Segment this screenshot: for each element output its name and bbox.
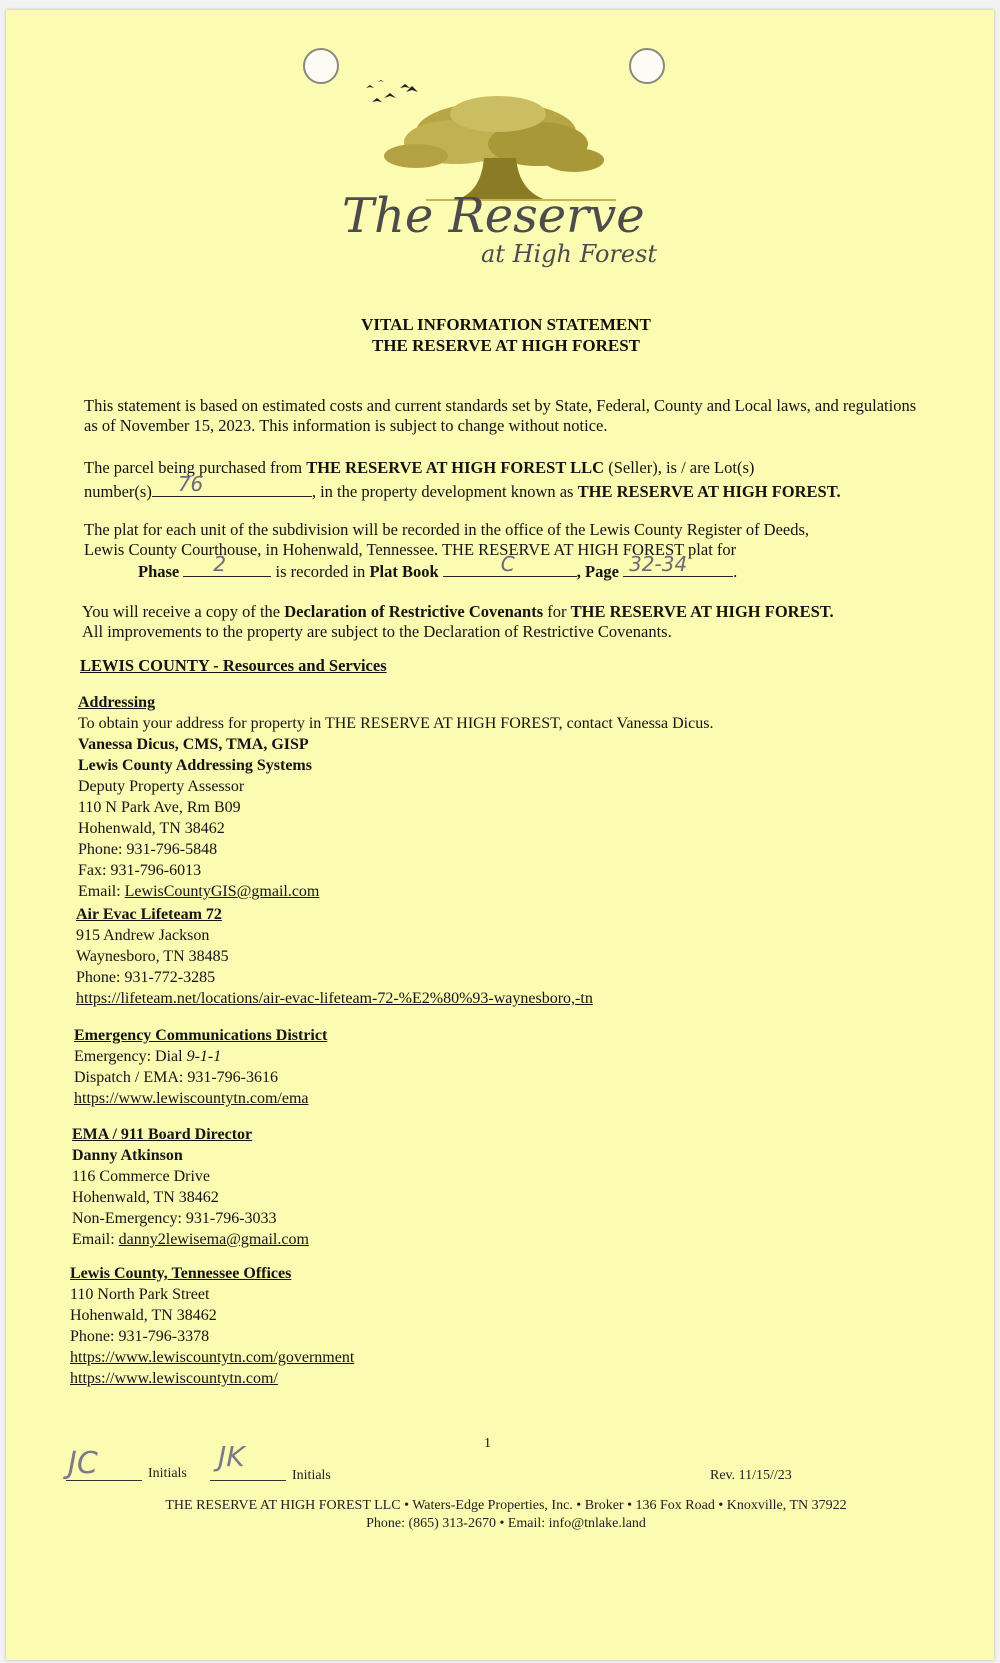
footer-line2: Phone: (865) 313-2670 • Email: info@tnlake.land [366,1516,646,1531]
ema-line: Hohenwald, TN 38462 [72,1189,219,1206]
ecd-heading: Emergency Communications District [74,1027,328,1044]
offices-line: Phone: 931-796-3378 [70,1328,210,1345]
offices-line: 110 North Park Street [70,1286,210,1303]
declaration-name: Declaration of Restrictive Covenants [284,602,544,621]
parcel-text-b: (Seller), is / are Lot(s) [608,458,755,477]
initials-line-1 [66,1480,142,1481]
air-evac-block [76,904,593,1009]
plat-line3 [138,552,738,582]
email-label: Email: [72,1231,115,1248]
offices-heading: Lewis County, Tennessee Offices [70,1265,292,1282]
lot-number-field [152,472,312,497]
air-evac-line: 915 Andrew Jackson [76,927,210,944]
plat-book-handwritten: C [500,552,515,576]
parcel-text-c: number(s) [84,482,152,501]
offices-block [70,1263,354,1389]
plat-end: . [733,562,738,581]
addressing-line: Hohenwald, TN 38462 [78,820,225,837]
addressing-line: Fax: 931-796-6013 [78,862,202,879]
initials-line-2 [210,1480,286,1481]
phase-label: Phase [138,562,180,581]
document-page [6,10,994,1660]
ecd-block [74,1025,327,1109]
doc-title-line1: VITAL INFORMATION STATEMENT [361,315,651,334]
ema-line: Non-Emergency: 931-796-3033 [72,1210,277,1227]
covenants-text-a: You will receive a copy of the [82,602,281,621]
ema-line: 116 Commerce Drive [72,1168,211,1185]
intro-paragraph: This statement is based on estimated costs and current standards set by State, Federal, County and Local laws, and regulations as of November 15, 2023. This information is subject to change without notice. [84,396,917,435]
emergency-label: Emergency: Dial [74,1048,183,1065]
plat-book-label: Plat Book [369,562,439,581]
air-evac-line: Waynesboro, TN 38485 [76,948,229,965]
ema-block [72,1124,309,1250]
addressing-line: Phone: 931-796-5848 [78,841,218,858]
covenants-line2: All improvements to the property are subject to the Declaration of Restrictive Covenants. [82,622,672,641]
ema-heading: EMA / 911 Board Director [72,1126,253,1143]
ema-email-link[interactable]: danny2lewisema@gmail.com [118,1231,309,1248]
air-evac-heading: Air Evac Lifeteam 72 [76,906,222,923]
contact-name: Vanessa Dicus, CMS, TMA, GISP [78,736,309,753]
logo-title: The Reserve [342,188,645,244]
initials-label-2: Initials [292,1468,331,1483]
page-number: 1 [484,1436,491,1451]
offices-home-link[interactable]: https://www.lewiscountytn.com/ [70,1370,278,1387]
initials-signature-1: JC [68,1446,98,1481]
birds-icon [366,80,418,102]
email-label: Email: [78,883,121,900]
doc-title-line2: THE RESERVE AT HIGH FOREST [371,336,640,355]
addressing-email-link[interactable]: LewisCountyGIS@gmail.com [124,883,320,900]
dispatch-line: Dispatch / EMA: 931-796-3616 [74,1069,278,1086]
seller-name: THE RESERVE AT HIGH FOREST LLC [306,458,605,477]
addressing-intro: To obtain your address for property in THE RESERVE AT HIGH FOREST, contact Vanessa Dicus. [78,715,714,732]
logo-subtitle: at High Forest [481,240,658,268]
covenants-line1 [82,602,834,622]
phase-field [183,552,271,577]
page-label: , Page [576,562,619,581]
page-handwritten: 32-34 [629,552,688,576]
reserve-logo [306,70,696,310]
addressing-line: Deputy Property Assessor [78,778,245,795]
phase-handwritten: 2 [213,552,227,576]
covenants-text-b: for [547,602,567,621]
footer-line1: THE RESERVE AT HIGH FOREST LLC • Waters-Edge Properties, Inc. • Broker • 136 Fox Road • Knoxville, TN 37922 [165,1498,847,1513]
ecd-link[interactable]: https://www.lewiscountytn.com/ema [74,1090,309,1107]
offices-line: Hohenwald, TN 38462 [70,1307,217,1324]
recorded-text: is recorded in [275,562,366,581]
air-evac-link[interactable]: https://lifeteam.net/locations/air-evac-lifeteam-72-%E2%80%93-waynesboro,-tn [76,990,593,1007]
offices-government-link[interactable]: https://www.lewiscountytn.com/government [70,1349,355,1366]
plat-book-field [443,552,577,577]
contact-org: Lewis County Addressing Systems [78,757,312,774]
parcel-line2 [84,472,841,502]
tree-icon [384,96,616,200]
air-evac-line: Phone: 931-772-3285 [76,969,216,986]
plat-line2: Lewis County Courthouse, in Hohenwald, Tennessee. THE RESERVE AT HIGH FOREST plat for [84,540,737,559]
parcel-text-a: The parcel being purchased from [84,458,303,477]
addressing-heading: Addressing [78,694,156,711]
ema-director-name: Danny Atkinson [72,1147,183,1164]
addressing-line: 110 N Park Ave, Rm B09 [78,799,241,816]
initials-label-1: Initials [148,1466,187,1481]
parcel-text-d: , in the property development known as [311,482,574,501]
page-field [623,552,733,577]
covenants-development: THE RESERVE AT HIGH FOREST. [570,602,834,621]
emergency-number: 9-1-1 [186,1048,222,1065]
development-name: THE RESERVE AT HIGH FOREST. [577,482,841,501]
addressing-block [78,692,713,902]
section-heading: LEWIS COUNTY - Resources and Services [80,656,387,675]
initials-signature-2: JK [218,1440,245,1473]
lot-number-handwritten: 76 [177,472,204,496]
plat-line1: The plat for each unit of the subdivision will be recorded in the office of the Lewis County Register of Deeds, [84,520,810,539]
revision-date: Rev. 11/15//23 [710,1468,792,1483]
